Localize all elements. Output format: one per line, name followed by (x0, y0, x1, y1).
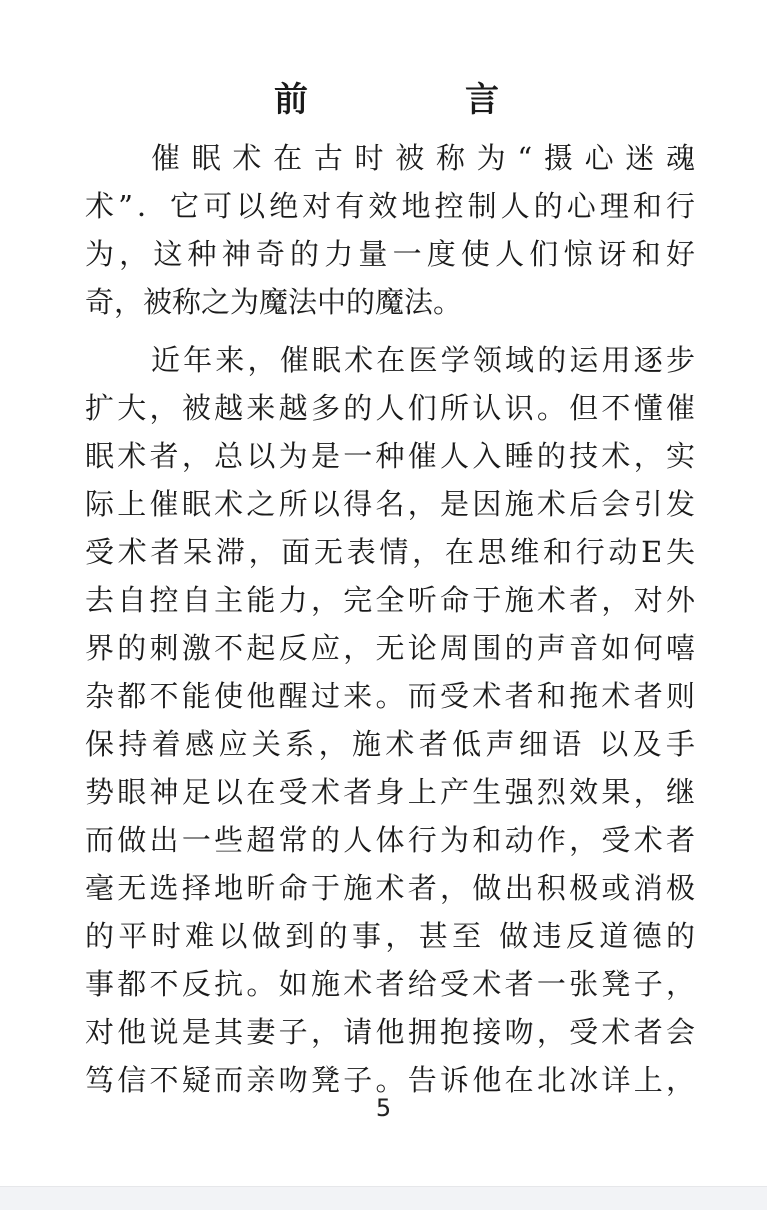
text-line: 界的刺激不起反应，无论周围的声音如何嘻 (85, 631, 695, 665)
text-line: 催眠术在古时被称为“摄心迷魂 (151, 141, 695, 175)
viewer-bottom-bar (0, 1186, 767, 1210)
text-line: 奇，被称之为魔法中的魔法。 (85, 285, 463, 319)
paragraph-2 (85, 336, 695, 1104)
title-char-1: 前 (274, 80, 308, 120)
text-line: 为，这种神奇的力量一度使人们惊讶和好 (85, 237, 695, 271)
page-number: 5 (375, 1094, 392, 1122)
text-line: 际上催眠术之所以得名，是因施术后会引发 (85, 487, 695, 521)
text-line: 笃信不疑而亲吻凳子。告诉他在北冰详上， (85, 1063, 695, 1097)
text-line: 术”．它可以绝对有效地控制人的心理和行 (85, 189, 695, 223)
title-char-2: 言 (465, 80, 499, 120)
text-line: 杂都不能使他醒过来。而受术者和拖术者则 (85, 679, 695, 713)
text-line: 近年来，催眠术在医学领域的运用逐步 (151, 343, 695, 377)
body-text (85, 134, 695, 1104)
text-line: 而做出一些超常的人体行为和动作，受术者 (85, 823, 695, 857)
text-line: 受术者呆滞，面无表情，在思维和行动E失 (85, 535, 695, 569)
text-line: 事都不反抗。如施术者给受术者一张凳子， (85, 967, 695, 1001)
text-line: 保持着感应关系，施术者低声细语 以及手 (85, 727, 695, 761)
paragraph-gap (85, 326, 695, 336)
text-line: 去自控自主能力，完全听命于施术者，对外 (85, 583, 695, 617)
text-line: 对他说是其妻子，请他拥抱接吻，受术者会 (85, 1015, 695, 1049)
paragraph-1 (85, 134, 695, 326)
text-line: 眠术者，总以为是一种催人入睡的技术，实 (85, 439, 695, 473)
text-line: 扩大，被越来越多的人们所认识。但不懂催 (85, 391, 695, 425)
text-line: 毫无选择地昕命于施术者，做出积极或消极 (85, 871, 695, 905)
text-line: 的平时难以做到的事，甚至 做违反道德的 (85, 919, 695, 953)
page-title (0, 78, 767, 122)
text-line: 势眼神足以在受术者身上产生强烈效果，继 (85, 775, 695, 809)
